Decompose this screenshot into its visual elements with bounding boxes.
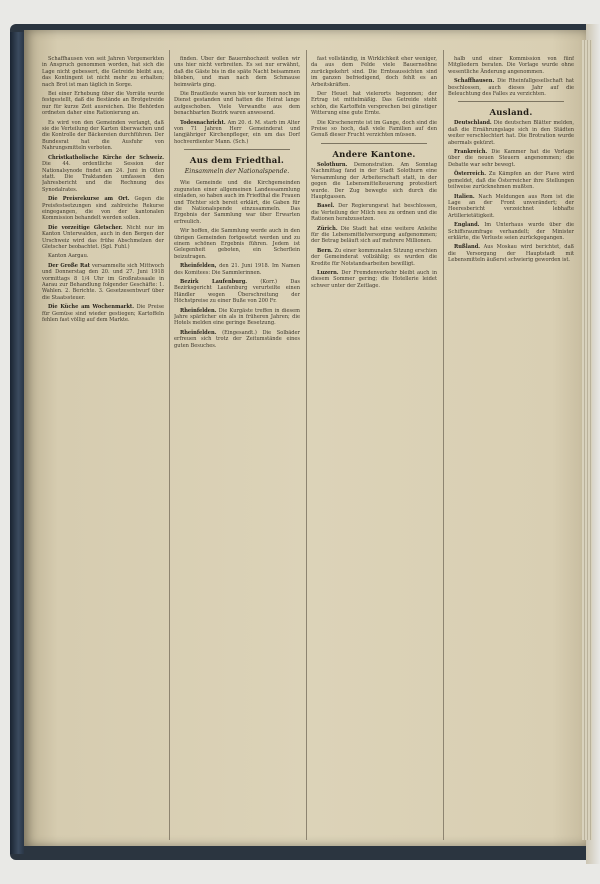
article-paragraph [42,253,164,259]
article-paragraph [311,91,437,117]
article-paragraph [448,171,574,190]
article-keyword: Österreich. [454,171,487,178]
article-text: Nach Meldungen aus Rom ist die Lage an der Front unverändert; der Heeresbericht verzeichnet lebhafte Artillerietätigkeit. [448,193,574,219]
article-paragraph [174,308,300,327]
article-keyword: Die Küche am Wochenmarkt. [48,304,134,311]
article-paragraph [42,155,164,193]
article-text: Demonstration. Am Sonntag Nachmittag fand in der Stadt Solothurn eine Versammlung der Arbeiterschaft statt, in der gegen die Lebensmittelteuerung protestiert wurde. Der Zug bewegte sich durch die Hauptgassen. [311,161,437,200]
article-text: Kanton Aargau. [48,253,89,260]
article-paragraph [311,120,437,139]
article-keyword: Solothurn. [317,161,348,168]
book-spine [10,32,24,854]
column-4 [448,56,574,836]
article-paragraph [42,304,164,323]
article-text: Zu einer kommunalen Sitzung erschien der Gemeinderat vollzählig; es wurden die Kredite für Notstandsarbeiten bewilligt. [311,247,437,267]
article-paragraph [42,91,164,117]
article-paragraph [42,196,164,222]
article-text: Bei einer Erhebung über die Vorräte wurde festgestellt, daß die Bestände an Brotgetreide nur für kurze Zeit ausreichen. Die Behörden ordneten daher eine Rationierung an. [42,91,164,117]
article-keyword: Deutschland. [454,120,492,127]
column-divider [306,50,307,840]
article-keyword: Schaffhausen. [454,78,495,85]
article-text: Die deutschen Blätter melden, daß die Ernährungslage sich in den Städten weiter verschlechtert hat. Die Brotration wurde abermals gekürzt. [448,120,574,146]
article-paragraph [448,194,574,220]
article-paragraph [311,270,437,289]
article-text: Die Preise für Gemüse sind wieder gestiegen; Kartoffeln fehlen fast völlig auf dem Markte. [42,304,164,324]
article-text: Die Kirschenernte ist im Gange, doch sind die Preise so hoch, daß viele Familien auf den Genuß dieser Frucht verzichten müssen. [311,119,437,139]
article-paragraph [174,228,300,260]
article-paragraph [42,225,164,251]
article-paragraph [448,78,574,97]
article-text: Wir hoffen, die Sammlung werde auch in den übrigen Gemeinden fortgesetzt werden und zu einem schönen Ergebnis führen. Jedem ist Gelegenheit geboten, ein Scherflein beizutragen. [174,228,300,260]
article-paragraph [42,263,164,301]
article-text: Es wird von den Gemeinden verlangt, daß sie die Verteilung der Karten überwachen und die Kontrolle der Bäckereien durchführen. Der Bundesrat hat die Ausfuhr von Nahrungsmitteln verboten. [42,119,164,152]
article-keyword: Bezirk Laufenburg. [180,278,248,285]
article-text: Der Regierungsrat hat beschlossen, die Verteilung der Milch neu zu ordnen und die Rationen herabzusetzen. [311,203,437,223]
section-heading: Ausland. [489,108,533,119]
article-text: Wie Gemeinde und die Kirchgemeinden zugunsten einer allgemeinen Landessammlung einladen, so haben auch im Friedthal die Frauen und Töchter sich bereit erklärt, die Gaben für die Nationalspende einzusammeln. Das Ergebnis der Sammlung war über Erwarten erfreulich. [174,180,300,225]
newspaper-page [24,30,586,846]
article-text: Der Fremdenverkehr bleibt auch in diesem Sommer gering; die Hotellerie leidet schwer unter der Zeitlage. [311,269,437,289]
section-subheading: Einsammeln der Nationalspende. [184,168,290,176]
article-text: Der Heuet hat vielerorts begonnen; der Ertrag ist mittelmäßig. Das Getreide steht schön, die Kartoffeln versprechen bei günstiger Witterung eine gute Ernte. [311,91,437,117]
article-paragraph [311,226,437,245]
article-paragraph [42,120,164,152]
column-3 [311,56,437,836]
article-keyword: Basel. [317,203,335,210]
article-paragraph [311,248,437,267]
article-text: Die 44. ordentliche Session der Nationalsynode findet am 24. Juni in Olten statt. Die Traktanden umfassen den Jahresbericht und die Rechnung des Synodalrates. [42,161,164,193]
article-text: finden. Über der Bauernhochzeit wollen wir uns hier nicht verbreiten. Es sei nur erwähnt, daß die Gäste bis in die späte Nacht beisammen blieben, und man nach dem Schmause heimwärts ging. [174,56,300,88]
article-paragraph [311,162,437,200]
article-text: (Korr.) Das Bezirksgericht Laufenburg verurteilte einen Händler wegen Überschreitung der Höchstpreise zu einer Buße von 200 Fr. [174,278,300,305]
article-keyword: Todesnachricht. [180,119,226,126]
column-divider [443,50,444,840]
article-paragraph [311,203,437,222]
article-text: Aus Moskau wird berichtet, daß die Versorgung der Hauptstadt mit Lebensmitteln äußerst schwierig geworden ist. [448,244,574,264]
article-text: Zu Kämpfen an der Piave wird gemeldet, daß die Österreicher ihre Stellungen teilweise zurücknehmen mußten. [448,171,574,191]
article-text: Die Kurgäste treffen in diesem Jahre spärlicher ein als in früheren Jahren; die Hotels melden eine geringe Besetzung. [174,307,300,327]
column-2 [174,56,300,836]
article-paragraph [448,244,574,263]
article-keyword: Zürich. [317,225,338,232]
article-text: Schaffhausen von seit Jahren Vorgemerkten in Anspruch genommen worden, hat sich die Lage nicht gebessert, die Getreide bleibt aus, das Kontingent ist nicht mehr zu erhalten; nach Brot ist man täglich in Sorge. [42,56,164,88]
article-text: Die Rheinfallgesellschaft hat beschlossen, auch dieses Jahr auf die Beleuchtung des Falles zu verzichten. [448,78,574,98]
article-paragraph [174,330,300,349]
article-paragraph [174,180,300,225]
article-text: versammelte sich Mittwoch und Donnerstag den 20. und 27. Juni 1918 vormittags 8 1/4 Uhr im Großratssaale in Aarau zur Behandlung folgender Geschäfte: 1. Wahlen. 2. Berichte. 3. Gesetzesentwurf über die Staatssteuer. [42,262,164,301]
page-stack-edge [582,40,592,840]
article-paragraph [448,222,574,241]
article-keyword: Italien. [454,193,475,200]
article-text: Im Unterhaus wurde über die Schiffsraumfrage verhandelt; der Minister erklärte, die Verluste seien zurückgegangen. [448,222,574,241]
article-paragraph [448,149,574,168]
article-text: Am 20. d. M. starb im Alter von 71 Jahren Herr Gemeinderat und langjähriger Kirchenpfleger, ein um das Dorf hochverdienter Mann. (Sch.) [174,119,300,145]
article-paragraph [174,91,300,117]
article-text: den 21. Juni 1918. Im Namen des Komitees: Die Sammlerinnen. [174,263,300,276]
article-keyword: Bern. [317,247,333,254]
article-keyword: Christkatholische Kirche der Schweiz. [48,154,164,161]
article-text: Die Brautleute waren bis vor kurzem noch im Dienst gestanden und hatten die Heirat lange aufgeschoben. Viele Verwandte aus dem benachbarten Bezirk waren anwesend. [174,91,300,117]
column-divider [169,50,170,840]
section-heading: Andere Kantone. [332,149,416,160]
article-keyword: Rheinfelden. [180,329,217,336]
article-text: Die Kammer hat die Vorlage über die neuen Steuern angenommen; die Debatte war sehr bewegt. [448,149,574,168]
article-paragraph [174,56,300,88]
section-rule [184,149,290,150]
article-keyword: Frankreich. [454,149,488,156]
column-1 [42,56,164,836]
article-text: fast vollständig, in Wirklichkeit eher weniger, da aus dem Felde viele Bauernsöhne zurückgekehrt sind. Die Ernteaussichten sind im ganzen befriedigend, doch fehlt es an Arbeitskräften. [311,56,437,88]
article-paragraph [448,56,574,75]
article-keyword: England. [454,222,480,229]
article-paragraph [174,263,300,276]
article-text: Nicht nur im Kanton Unterwalden, auch in den Bergen der Urschweiz wird das frühe Abschmelzen der Gletscher beobachtet. (Spl. Fuhl.) [42,224,164,250]
article-keyword: Rußland. [454,244,481,251]
article-paragraph [42,56,164,88]
article-keyword: Die vorzeitige Gletscher. [48,224,123,231]
article-text: (Eingesandt.) Die Solbäder erfreuen sich trotz der Zeitumstände eines guten Besuches. [174,329,300,349]
article-paragraph [448,120,574,146]
article-paragraph [311,56,437,88]
article-keyword: Rheinfelden. [180,307,217,314]
section-rule [458,101,564,102]
article-keyword: Der Große Rat [48,262,91,269]
article-paragraph [174,120,300,146]
section-rule [321,143,427,144]
article-keyword: Rheinfelden, [180,263,217,270]
article-text: Gegen die Preisfestsetzungen sind zahlreiche Rekurse eingegangen, die von der kantonalen Kommission behandelt werden sollen. [42,196,164,222]
article-text: Die Stadt hat eine weitere Anleihe für die Lebensmittelversorgung aufgenommen; der Betrag beläuft sich auf mehrere Millionen. [311,225,437,245]
section-heading: Aus dem Friedthal. [189,156,285,167]
article-paragraph [174,279,300,305]
article-keyword: Die Preisrekurse am Ort. [48,196,130,203]
article-text: halb und einer Kommission von fünf Mitgliedern beraten. Die Vorlage wurde ohne wesentliche Änderung angenommen. [448,56,574,75]
article-keyword: Luzern. [317,269,339,276]
